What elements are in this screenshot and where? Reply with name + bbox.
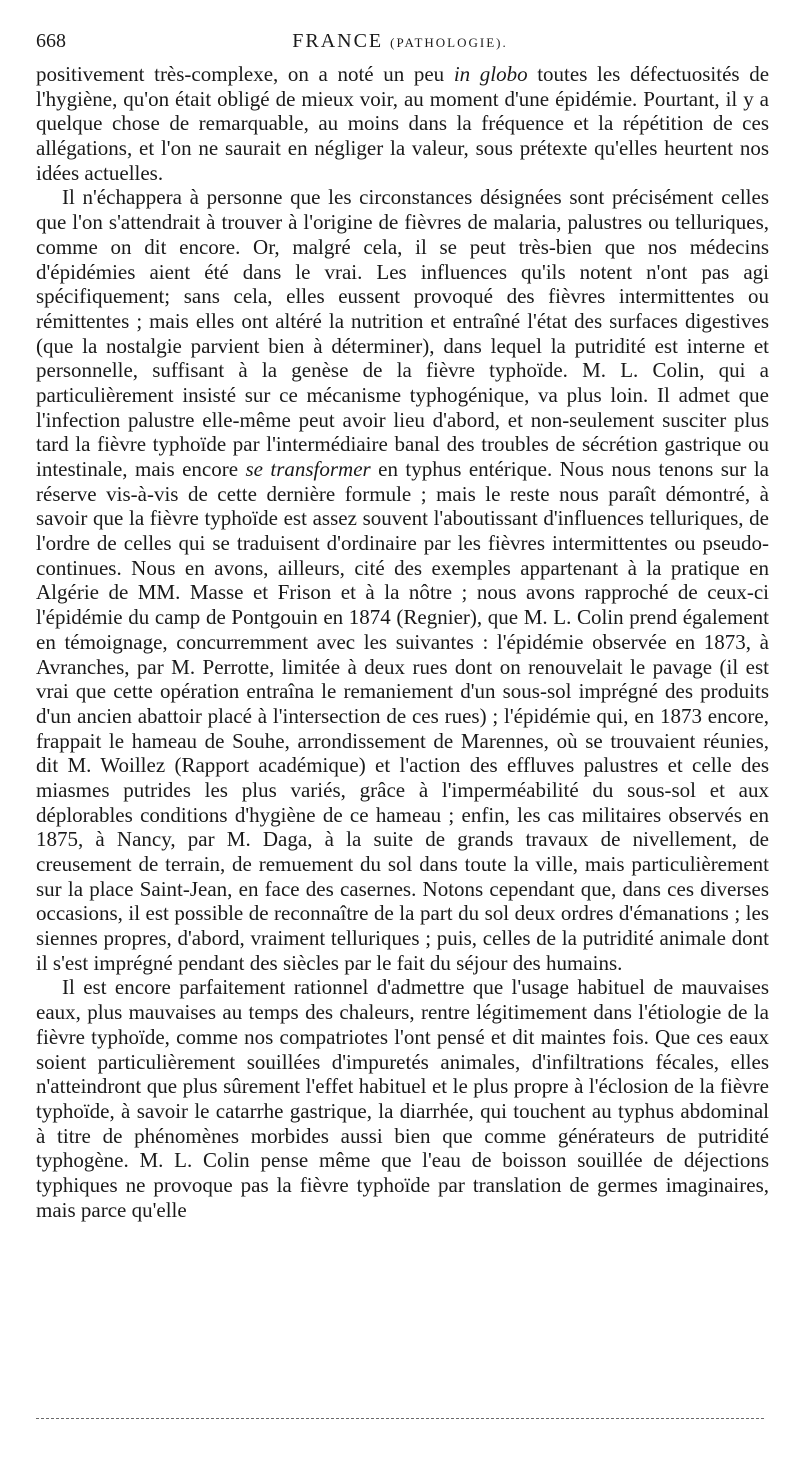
footer-rule (36, 1418, 764, 1419)
paragraph (36, 185, 769, 975)
paragraph-text: Il est encore parfaitement rationnel d'admettre que l'usage habituel de mauvaises eaux, plus mauvaises au temps des chaleurs, rentre légitimement dans l'étiologie de la fièvre typhoïde, comme nos compatriotes l'ont pensé et dit maintes fois. Que ces eaux soient particulièrement souillées d'impuretés animales, d'infiltrations fécales, elles n'atteindront que plus sûrement l'effet habituel et le plus propre à l'éclosion de la fièvre typhoïde, à savoir le catarrhe gastrique, la diarrhée, qui touchent au typhus abdominal à titre de phénomènes morbides aussi bien que comme générateurs de putridité typhogène. M. L. Colin pense même que l'eau de boisson souillée de déjections typhiques ne provoque pas la fièvre typhoïde par translation de germes imaginaires, mais parce qu'elle (36, 975, 769, 1222)
body-text (36, 62, 769, 1222)
paragraph-text: positivement très-complexe, on a noté un peu (36, 62, 454, 86)
paragraph-text: en typhus entérique. Nous nous tenons sur la réserve vis-à-vis de cette dernière formule ; mais le reste nous paraît démontré, à savoir que la fièvre typhoïde est assez souvent l'aboutissant d'influences telluriques, de l'ordre de celles qui se traduisent d'ordinaire par les fièvres intermittentes ou pseudo-continues. Nous en avons, ailleurs, cité des exemples appartenant à la pratique en Algérie de MM. Masse et Frison et à la nôtre ; nous avons rapproché de ceux-ci l'épidémie du camp de Pontgouin en 1874 (Regnier), que M. L. Colin prend également en témoignage, concurremment avec les suivantes : l'épidémie observée en 1873, à Avranches, par M. Perrotte, limitée à deux rues dont on renouvelait le pavage (il est vrai que cette opération entraîna le remaniement d'un sous-sol imprégné des produits d'un ancien abattoir placé à l'intersection de ces rues) ; l'épidémie qui, en 1873 encore, frappait le hameau de Souhe, arrondissement de Marennes, où se trouvaient réunies, dit M. Woillez (Rapport académique) et l'action des effluves palustres et celle des miasmes putrides les plus variés, grâce à l'imperméabilité du sous-sol et aux déplorables conditions d'hygiène de ce hameau ; enfin, les cas militaires observés en 1875, à Nancy, par M. Daga, à la suite de grands travaux de nivellement, de creusement de terrain, de remuement du sol dans toute la ville, mais particulièrement sur la place Saint-Jean, en face des casernes. Notons cependant que, dans ces diverses occasions, il est possible de reconnaître de la part du sol deux ordres d'émanations ; les siennes propres, d'abord, vraiment telluriques ; puis, celles de la putridité animale dont il s'est imprégné pendant des siècles par le fait du séjour des humains. (36, 457, 769, 975)
running-title-subtitle: (PATHOLOGIE). (390, 35, 508, 50)
running-head (28, 26, 772, 56)
italic-phrase: se transformer (245, 457, 371, 481)
paragraph-text: toutes les défectuosités de l'hygiène, qu'on était obligé de mieux voir, au moment d'une épidémie. Pourtant, il y a quelque chose de remarquable, au moins dans la fréquence et la répétition de ces allégations, et l'on ne saurait en négliger la valeur, sous prétexte qu'elles heurtent nos idées actuelles. (36, 62, 770, 185)
running-title-main: FRANCE (292, 30, 384, 52)
running-title (28, 26, 772, 58)
paragraph-continued (36, 62, 769, 185)
paragraph-text: Il n'échappera à personne que les circonstances désignées sont précisément celles que l'on s'attendrait à trouver à l'origine de fièvres de malaria, palustres ou telluriques, comme on dit encore. Or, malgré cela, il se peut très-bien que nos médecins d'épidémies aient été dans le vrai. Les influences qu'ils notent n'ont pas agi spécifiquement; sans cela, elles eussent provoqué des fièvres intermittentes ou rémittentes ; mais elles ont altéré la nutrition et entraîné l'état des surfaces digestives (que la nostalgie parvient bien à déterminer), dans lequel la putridité est interne et personnelle, suffisant à la genèse de la fièvre typhoïde. M. L. Colin, qui a particulièrement insisté sur ce mécanisme typhogénique, va plus loin. Il admet que l'infection palustre elle-même peut avoir lieu d'abord, et non-seulement susciter plus tard la fièvre typhoïde par l'intermédiaire banal des troubles de sécrétion gastrique ou intestinale, mais encore (36, 185, 769, 481)
page-number: 668 (36, 30, 66, 52)
italic-phrase: in globo (453, 62, 528, 86)
paragraph (36, 975, 769, 1222)
